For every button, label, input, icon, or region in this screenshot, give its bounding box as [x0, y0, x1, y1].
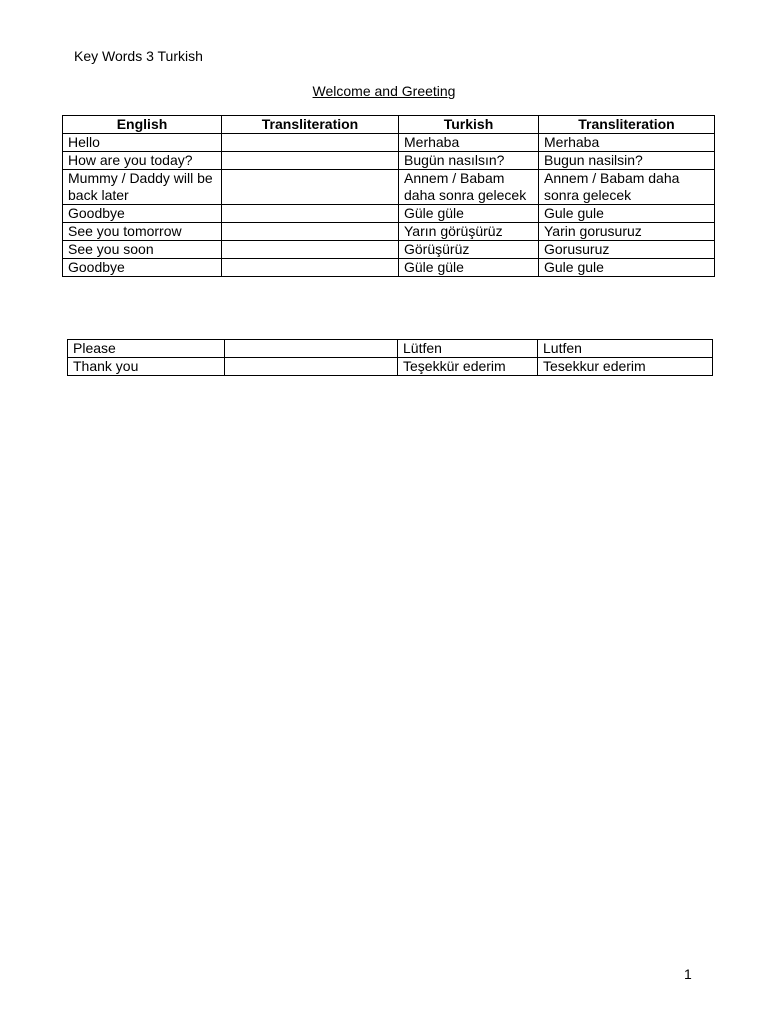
table-row — [63, 259, 715, 277]
cell-transliteration — [222, 134, 399, 152]
cell-transliteration — [222, 223, 399, 241]
cell-transliteration-latin: Bugun nasilsin? — [539, 152, 715, 170]
cell-transliteration-latin: Gule gule — [539, 259, 715, 277]
cell-english: See you tomorrow — [63, 223, 222, 241]
cell-english: Hello — [63, 134, 222, 152]
cell-turkish: Lütfen — [398, 340, 538, 358]
table-row — [63, 170, 715, 205]
courtesy-table — [67, 339, 713, 376]
table-header-row — [63, 116, 715, 134]
cell-transliteration-latin: Annem / Babam daha sonra gelecek — [539, 170, 715, 205]
greetings-table — [62, 115, 715, 277]
cell-english: Please — [68, 340, 225, 358]
cell-turkish: Teşekkür ederim — [398, 358, 538, 376]
cell-turkish: Güle güle — [399, 259, 539, 277]
cell-transliteration — [222, 259, 399, 277]
cell-turkish: Annem / Babam daha sonra gelecek — [399, 170, 539, 205]
table-row — [68, 358, 713, 376]
cell-transliteration — [222, 170, 399, 205]
cell-turkish: Görüşürüz — [399, 241, 539, 259]
table-row — [63, 241, 715, 259]
cell-turkish: Bugün nasılsın? — [399, 152, 539, 170]
section-title: Welcome and Greeting — [312, 83, 456, 99]
cell-transliteration-latin: Merhaba — [539, 134, 715, 152]
cell-transliteration-latin: Gorusuruz — [539, 241, 715, 259]
column-header-transliteration-latin: Transliteration — [539, 116, 715, 134]
cell-transliteration — [222, 205, 399, 223]
table-row — [63, 152, 715, 170]
section-title-wrapper — [0, 82, 768, 100]
cell-transliteration-latin: Tesekkur ederim — [538, 358, 713, 376]
cell-transliteration-latin: Yarin gorusuruz — [539, 223, 715, 241]
cell-english: How are you today? — [63, 152, 222, 170]
table-row — [63, 223, 715, 241]
cell-transliteration-latin: Lutfen — [538, 340, 713, 358]
column-header-turkish: Turkish — [399, 116, 539, 134]
table-row — [63, 134, 715, 152]
cell-english: Goodbye — [63, 205, 222, 223]
cell-english: Mummy / Daddy will be back later — [63, 170, 222, 205]
cell-english: Goodbye — [63, 259, 222, 277]
table-row — [63, 205, 715, 223]
cell-transliteration — [225, 340, 398, 358]
cell-transliteration — [222, 241, 399, 259]
column-header-english: English — [63, 116, 222, 134]
column-header-transliteration: Transliteration — [222, 116, 399, 134]
cell-turkish: Güle güle — [399, 205, 539, 223]
cell-transliteration-latin: Gule gule — [539, 205, 715, 223]
cell-english: Thank you — [68, 358, 225, 376]
page-number: 1 — [684, 966, 692, 982]
table-row — [68, 340, 713, 358]
document-label: Key Words 3 Turkish — [74, 48, 203, 64]
cell-turkish: Yarın görüşürüz — [399, 223, 539, 241]
cell-turkish: Merhaba — [399, 134, 539, 152]
cell-transliteration — [222, 152, 399, 170]
cell-transliteration — [225, 358, 398, 376]
cell-english: See you soon — [63, 241, 222, 259]
